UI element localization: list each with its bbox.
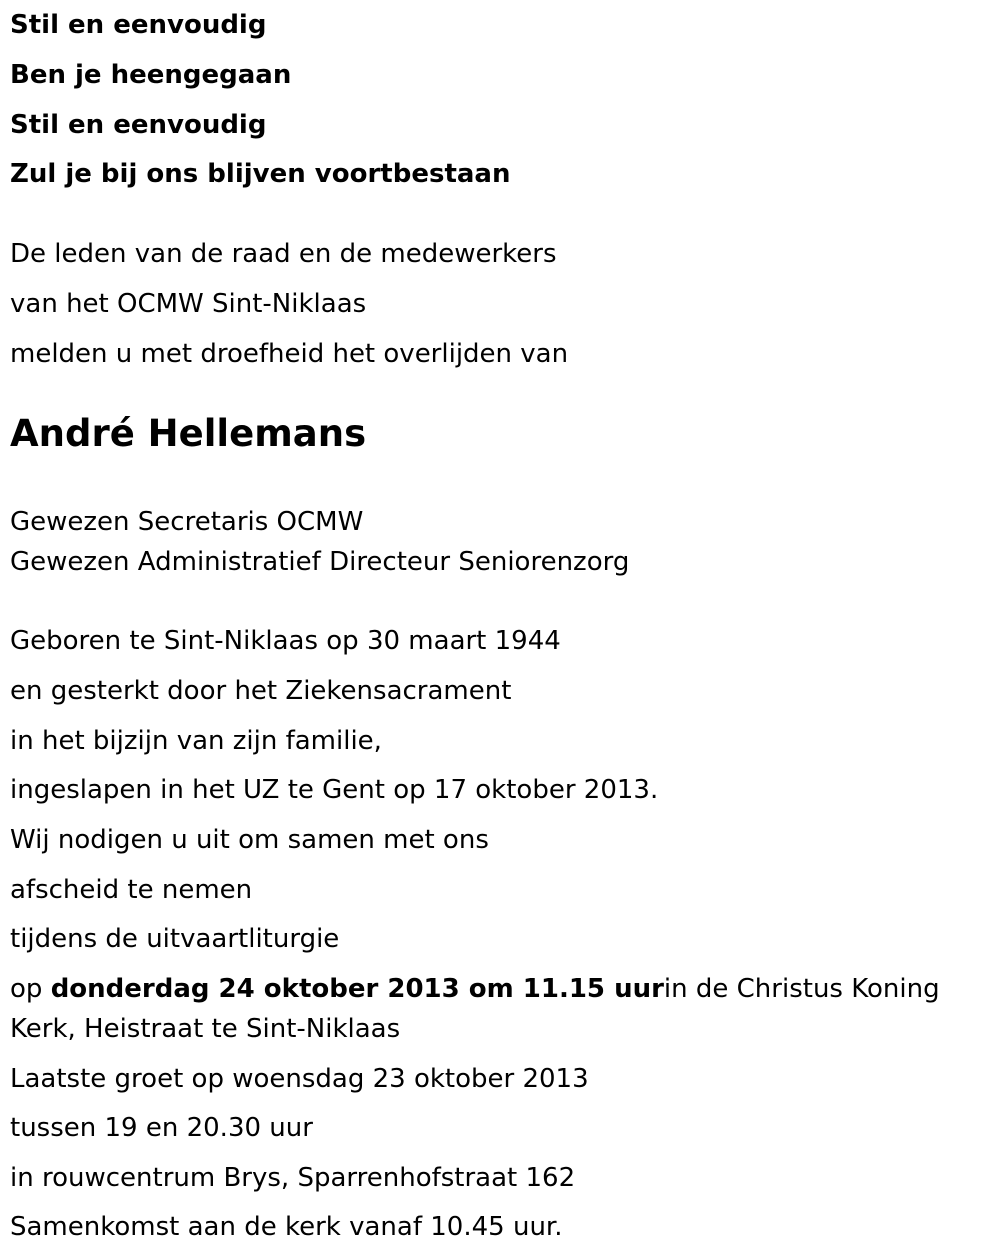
intro-line: van het OCMW Sint-Niklaas [10,289,367,319]
funeral-details [10,969,990,1049]
deceased-name: André Hellemans [10,412,367,455]
poem-line: Ben je heengegaan [10,60,292,90]
body-line: en gesterkt door het Ziekensacrament [10,676,512,706]
visitation-line: Samenkomst aan de kerk vanaf 10.45 uur. [10,1212,563,1242]
body-line: Geboren te Sint-Niklaas op 30 maart 1944 [10,626,561,656]
poem-line: Zul je bij ons blijven voortbestaan [10,159,511,189]
visitation-line: Laatste groet op woensdag 23 oktober 2013 [10,1064,589,1094]
body-line: tijdens de uitvaartliturgie [10,924,340,954]
funeral-location: in de Christus Koning Kerk, Heistraat te Sint-Niklaas [10,974,940,1044]
visitation-line: in rouwcentrum Brys, Sparrenhofstraat 162 [10,1163,576,1193]
funeral-prefix: op [10,974,51,1004]
poem-line: Stil en eenvoudig [10,110,267,140]
body-line: afscheid te nemen [10,875,253,905]
title-line: Gewezen Secretaris OCMW [10,507,364,537]
intro-line: De leden van de raad en de medewerkers [10,239,557,269]
body-line: in het bijzijn van zijn familie, [10,726,382,756]
intro-line: melden u met droefheid het overlijden van [10,339,569,369]
body-line: ingeslapen in het UZ te Gent op 17 oktober 2013. [10,775,659,805]
poem-line: Stil en eenvoudig [10,10,267,40]
title-line: Gewezen Administratief Directeur Seniorenzorg [10,547,630,577]
visitation-line: tussen 19 en 20.30 uur [10,1113,313,1143]
body-line: Wij nodigen u uit om samen met ons [10,825,489,855]
funeral-datetime: donderdag 24 oktober 2013 om 11.15 uur [50,974,664,1004]
